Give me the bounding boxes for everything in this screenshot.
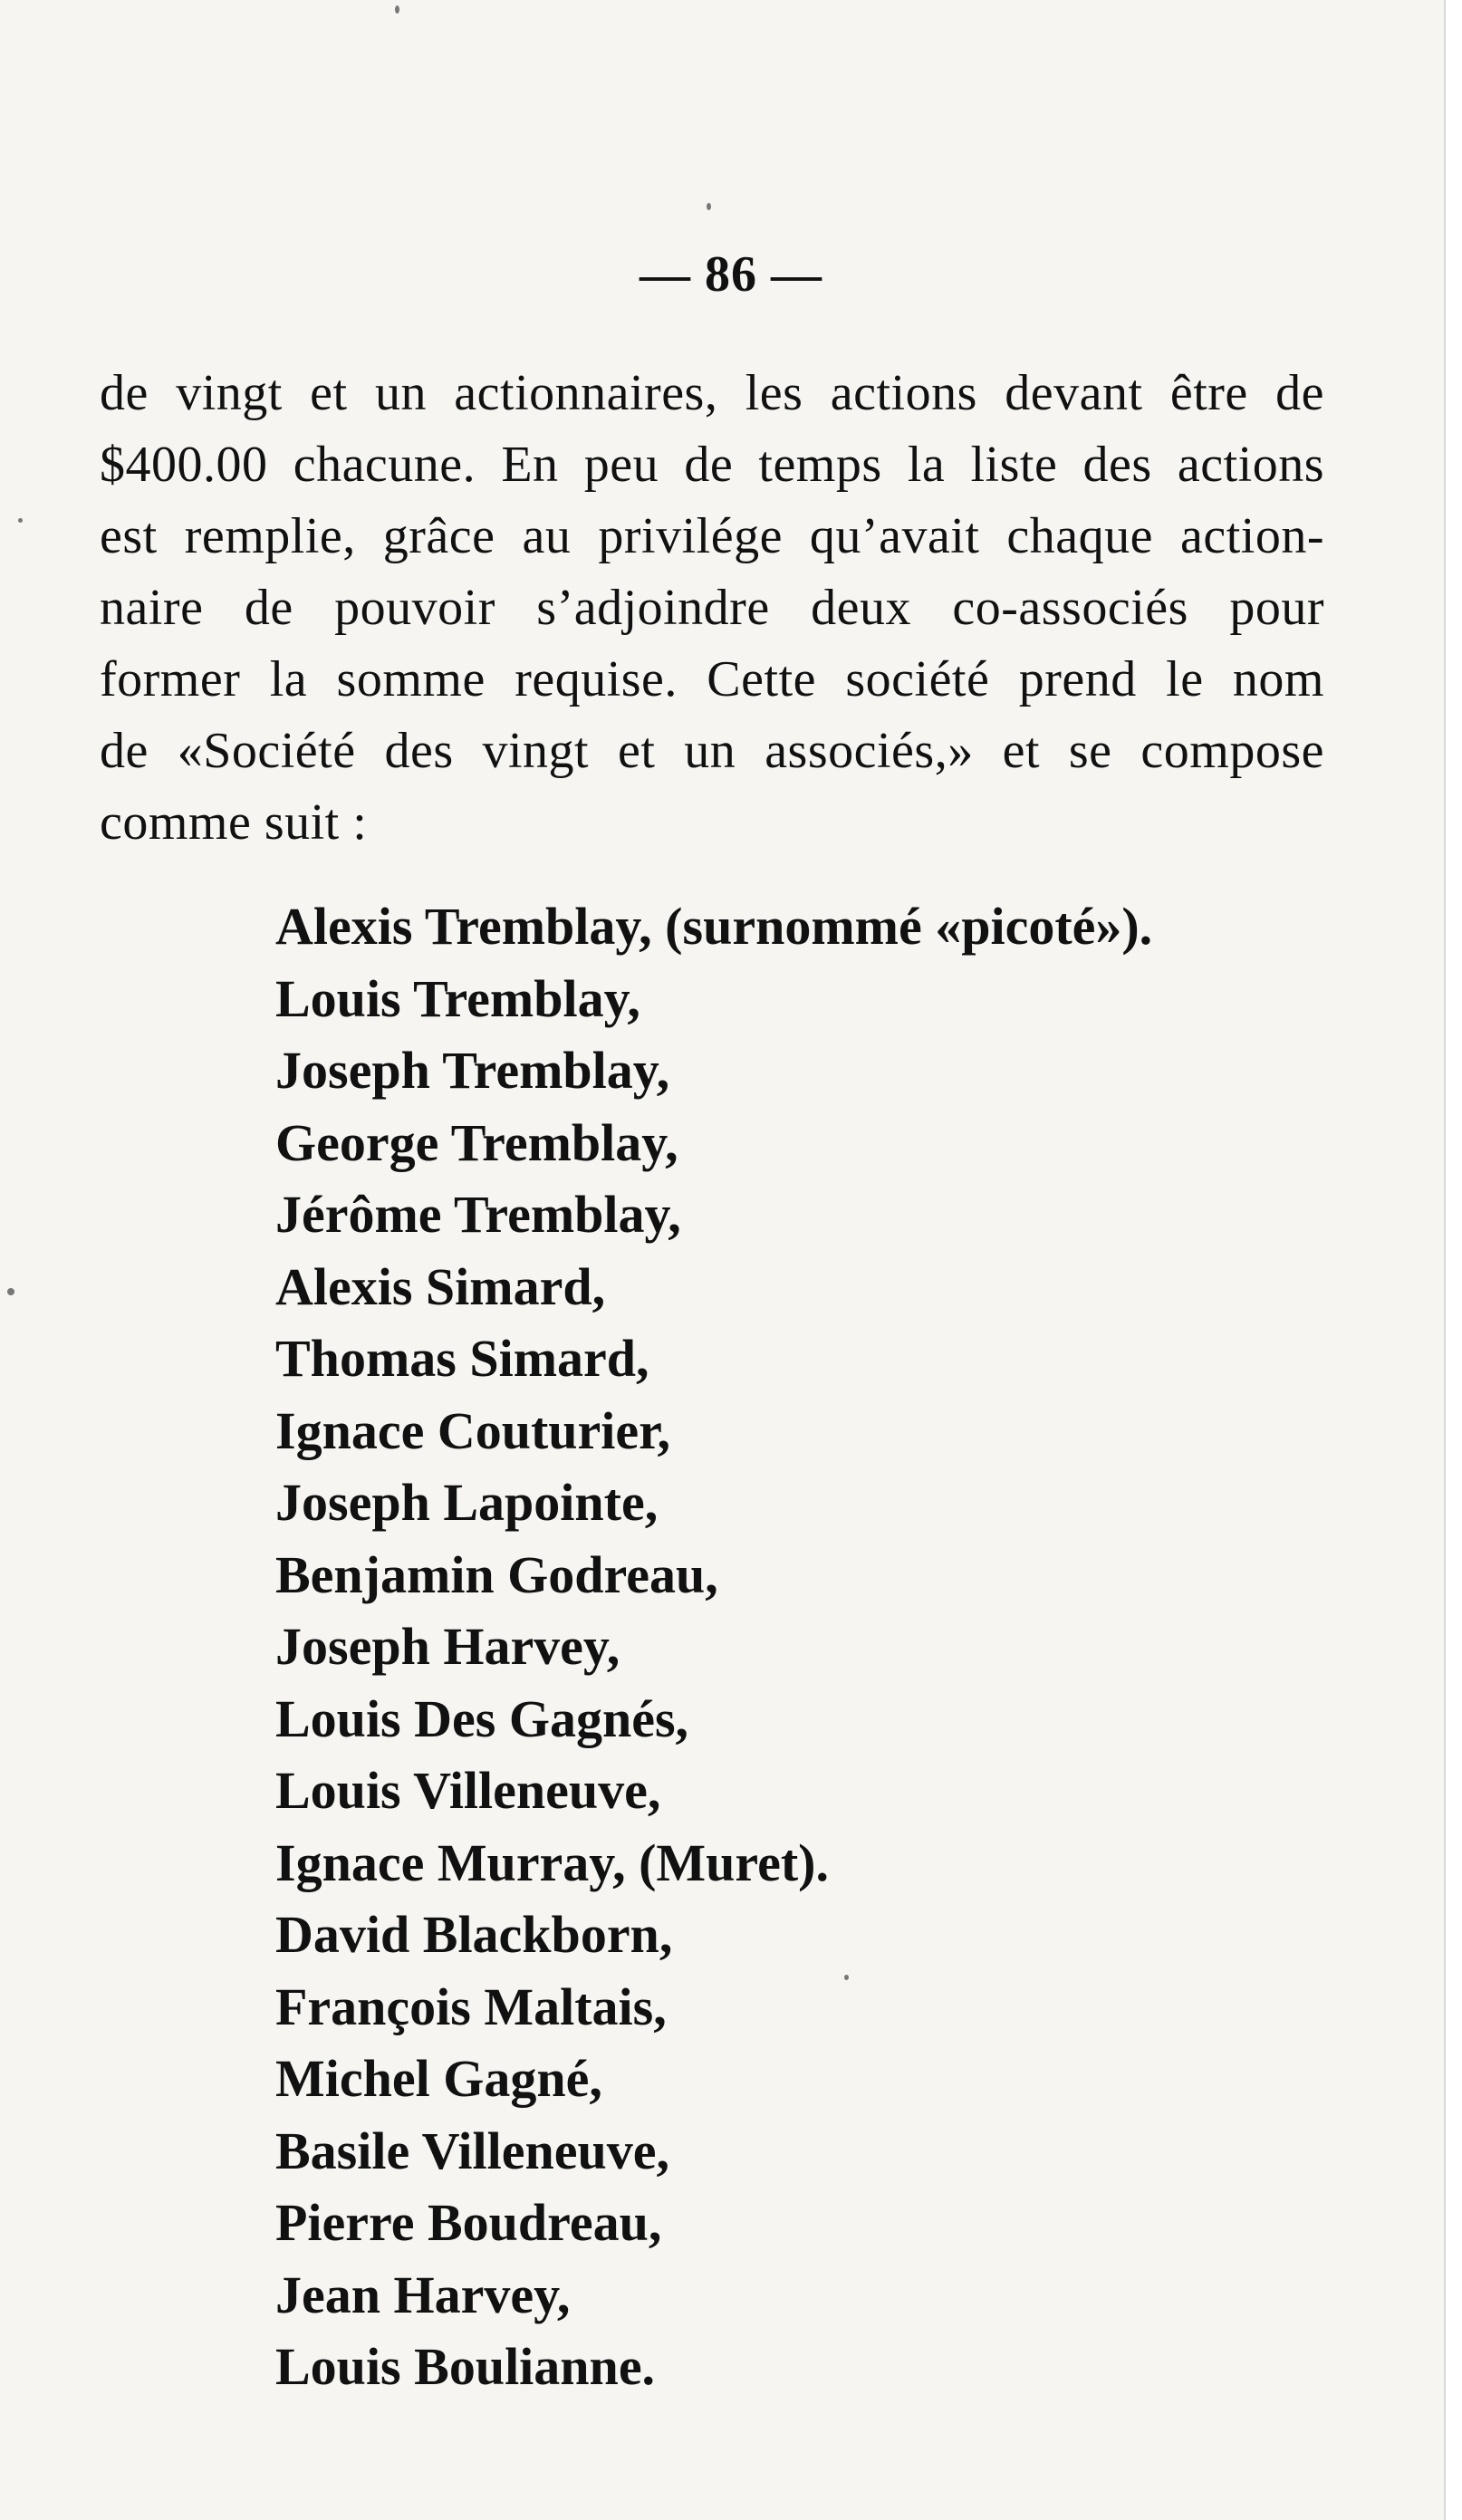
paragraph-line: de vingt et un actionnaires, les actions devant être de	[100, 365, 1324, 421]
list-item: Joseph Tremblay,	[275, 1041, 670, 1100]
list-item: Alexis Simard,	[275, 1256, 606, 1316]
list-item: Ignace Couturier,	[275, 1400, 671, 1460]
list-item: Michel Gagné,	[275, 2049, 602, 2108]
list-item: Benjamin Godreau,	[275, 1544, 718, 1604]
list-item: Jérôme Tremblay,	[275, 1185, 681, 1244]
paragraph-line: $400.00 chacune. En peu de temps la liste des actions	[100, 437, 1324, 493]
list-item: Pierre Boudreau,	[275, 2193, 662, 2252]
list-item: Joseph Harvey,	[275, 1617, 620, 1676]
list-item: Louis Des Gagnés,	[275, 1688, 689, 1748]
associates-list	[275, 890, 1362, 2403]
list-item: Thomas Simard,	[275, 1329, 649, 1388]
paragraph-line: former la somme requise. Cette société prend le nom	[100, 651, 1324, 707]
list-item: Joseph Lapointe,	[275, 1473, 659, 1532]
paragraph-line: comme suit :	[100, 794, 368, 851]
ink-speck	[707, 203, 711, 210]
ink-speck	[395, 5, 399, 14]
ink-speck	[18, 518, 23, 523]
list-item: Louis Villeneuve,	[275, 1761, 661, 1820]
list-item: François Maltais,	[275, 1977, 667, 2036]
paragraph-line: de «Société des vingt et un associés,» et se compose	[100, 723, 1324, 779]
list-item: Jean Harvey,	[275, 2265, 571, 2324]
list-item: Alexis Tremblay, (surnommé «picoté»).	[275, 897, 1153, 956]
paragraph-line: est remplie, grâce au privilége qu’avait chaque action-	[100, 508, 1324, 564]
body-paragraph	[100, 358, 1324, 859]
list-item: Louis Boulianne.	[275, 2337, 656, 2396]
page-edge	[1444, 0, 1462, 2520]
list-item: George Tremblay,	[275, 1112, 678, 1172]
page-number: — 86 —	[640, 246, 822, 303]
list-item: Ignace Murray, (Muret).	[275, 1832, 829, 1892]
ink-speck	[7, 1288, 14, 1295]
list-item: Basile Villeneuve,	[275, 2121, 669, 2180]
list-item: David Blackborn,	[275, 1905, 673, 1964]
list-item: Louis Tremblay,	[275, 968, 640, 1028]
paragraph-line: naire de pouvoir s’adjoindre deux co-associés pour	[100, 580, 1324, 636]
